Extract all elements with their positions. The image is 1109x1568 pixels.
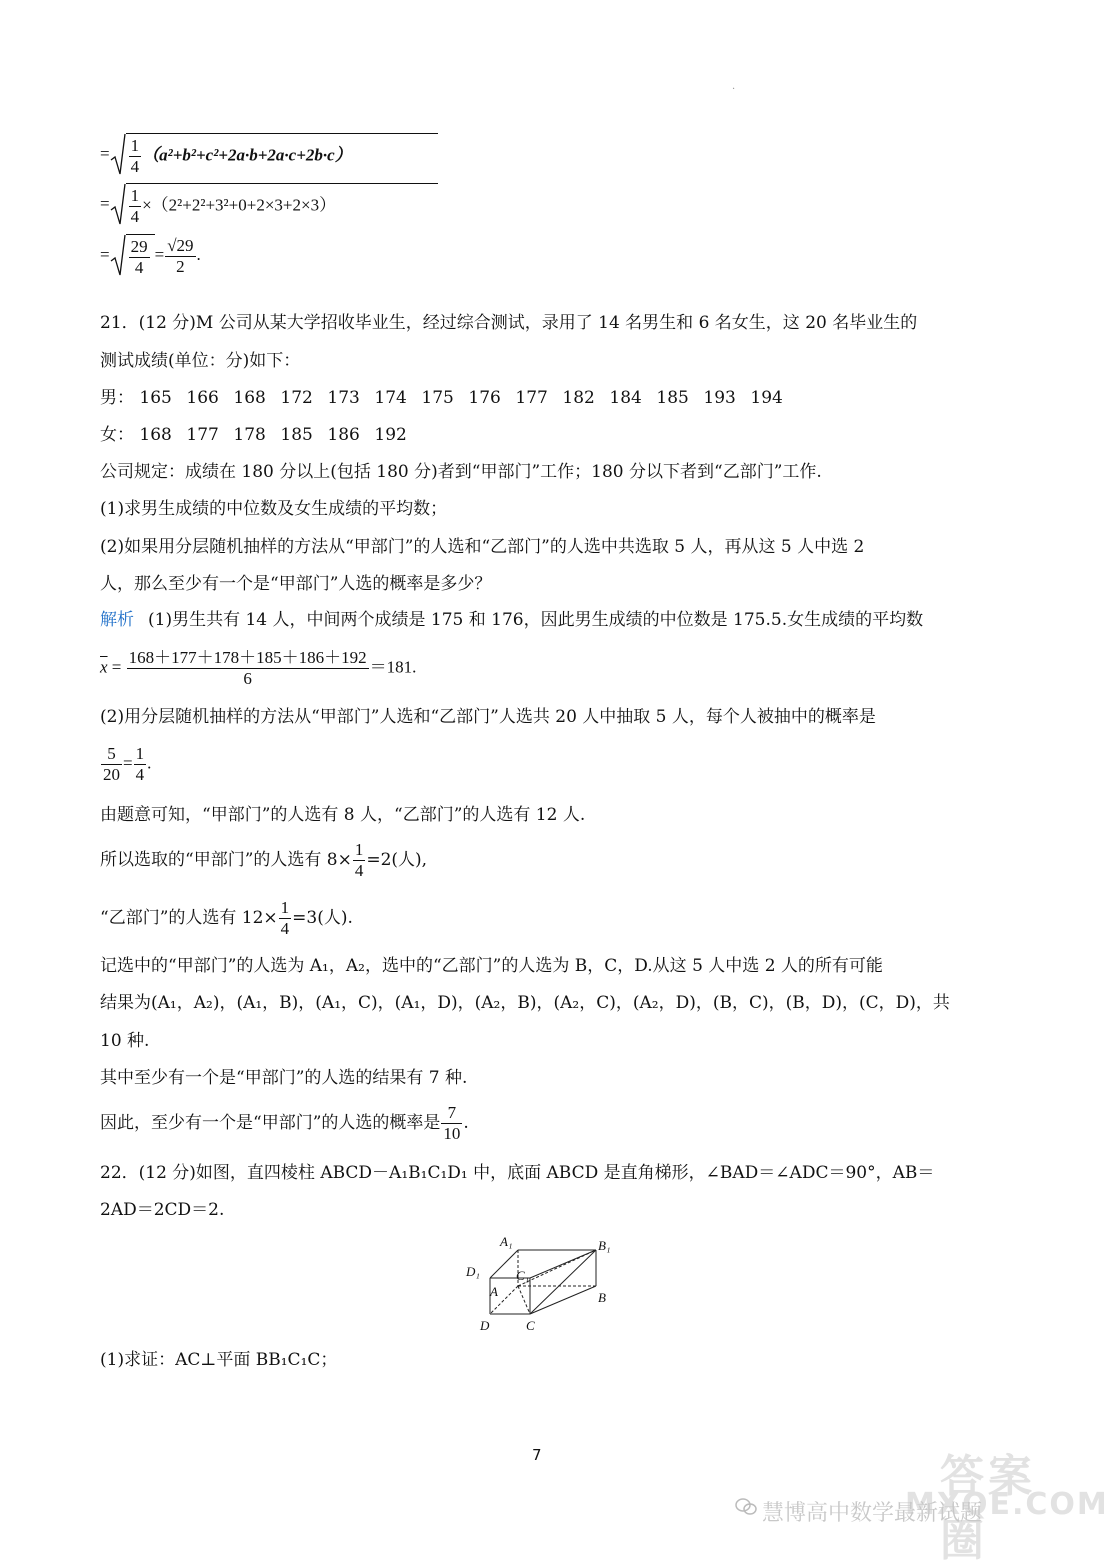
score: 173 xyxy=(327,388,360,408)
solution-line-4 xyxy=(100,840,427,881)
frac-num: 168＋177＋178＋185＋186＋192 xyxy=(128,648,367,667)
text: “乙部门”的人选有 12× xyxy=(100,908,278,928)
frac-num: 7 xyxy=(441,1103,462,1124)
frac-num: 1 xyxy=(130,186,140,205)
q21-part-2-line-2: 人，那么至少有一个是“甲部门”人选的概率是多少？ xyxy=(100,574,492,594)
equals-sign: = xyxy=(123,753,133,773)
frac-num: 1 xyxy=(280,898,290,917)
score: 184 xyxy=(609,388,642,408)
q21-line-2: 测试成绩(单位：分)如下： xyxy=(100,351,301,371)
period: . xyxy=(196,244,201,264)
frac-num: 1 xyxy=(130,136,140,155)
equals-sign: = xyxy=(100,143,110,163)
frac-den: 2 xyxy=(176,256,185,276)
diagonal-cb1 xyxy=(530,1250,596,1314)
q22-line-2: 2AD＝2CD＝2. xyxy=(100,1200,225,1220)
text: 因此，至少有一个是“甲部门”的人选的概率是 xyxy=(100,1113,441,1133)
frac-den: 10 xyxy=(443,1124,461,1143)
equals-sign: = xyxy=(100,244,110,264)
page-number: 7 xyxy=(532,1446,542,1464)
expression: （a²+b²+c²+2a·b+2a·c+2b·c） xyxy=(142,145,352,165)
frac-den: 4 xyxy=(134,258,144,277)
score: 192 xyxy=(374,425,407,445)
derivation-line-1 xyxy=(100,132,438,178)
score: 193 xyxy=(703,388,736,408)
score: 182 xyxy=(562,388,595,408)
score: 185 xyxy=(280,425,313,445)
radical-sign xyxy=(110,182,126,228)
frac-den: 4 xyxy=(130,157,140,176)
frac-den: 20 xyxy=(103,765,120,784)
q22-line-1: 22．(12 分)如图，直四棱柱 ABCD－A₁B₁C₁D₁ 中，底面 ABCD 是直角梯形，∠BAD＝∠ADC＝90°，AB＝ xyxy=(100,1163,935,1183)
q21-part-1: (1)求男生成绩的中位数及女生成绩的平均数； xyxy=(100,499,448,519)
frac-num: √29 xyxy=(167,235,194,255)
frac-num: 5 xyxy=(101,744,122,765)
score: 177 xyxy=(515,388,548,408)
text: =2(人), xyxy=(366,850,428,870)
watermark-text: 慧博高中数学最新试题 xyxy=(762,1501,983,1526)
label-d: D xyxy=(480,1318,490,1333)
female-label: 女： xyxy=(100,425,134,445)
solution-line-10 xyxy=(100,1103,469,1144)
top-dot: · xyxy=(732,84,736,95)
solution-line-5 xyxy=(100,898,353,939)
score: 194 xyxy=(750,388,783,408)
frac-den: 4 xyxy=(354,861,364,880)
radical-sign xyxy=(110,233,126,279)
frac-num: 1 xyxy=(354,840,364,859)
solution-label: 解析 xyxy=(100,610,134,630)
score: 176 xyxy=(468,388,501,408)
label-a1: A₁ xyxy=(500,1234,513,1249)
score: 186 xyxy=(327,425,360,445)
score: 172 xyxy=(280,388,313,408)
text: 所以选取的“甲部门”的人选有 8× xyxy=(100,850,352,870)
mean-result: ＝181. xyxy=(369,657,417,677)
q21-rule: 公司规定：成绩在 180 分以上(包括 180 分)者到“甲部门”工作；180 分以下者到“乙部门”工作. xyxy=(100,462,822,482)
solution-line-9: 其中至少有一个是“甲部门”的人选的结果有 7 种. xyxy=(100,1068,468,1088)
equals-sign: = xyxy=(100,193,110,213)
hidden-edge-ac xyxy=(518,1286,530,1314)
probability-equation xyxy=(100,744,151,785)
solution-line-8: 10 种. xyxy=(100,1031,150,1051)
q21-part-2-line-1: (2)如果用分层随机抽样的方法从“甲部门”的人选和“乙部门”的人选中共选取 5 人，再从这 5 人中选 2 xyxy=(100,537,865,557)
q22-part-1: (1)求证：AC⊥平面 BB₁C₁C； xyxy=(100,1350,338,1370)
edge-cb xyxy=(530,1286,596,1314)
equals-sign: = xyxy=(154,244,165,264)
mean-symbol: $\overline{x}$ xyxy=(100,657,108,677)
frac-den: 6 xyxy=(243,669,252,688)
mean-equation xyxy=(100,648,416,689)
score: 165 xyxy=(139,388,172,408)
solution-line-6: 记选中的“甲部门”的人选为 A₁，A₂，选中的“乙部门”的人选为 B，C，D.从这 5 人中选 2 人的所有可能 xyxy=(100,956,883,976)
expression: ×（2²+2²+3²+0+2×3+2×3） xyxy=(142,195,337,215)
solution-line-2: (2)用分层随机抽样的方法从“甲部门”人选和“乙部门”人选共 20 人中抽取 5 人，每个人被抽中的概率是 xyxy=(100,707,876,727)
frac-num: 29 xyxy=(130,237,148,256)
score: 175 xyxy=(421,388,454,408)
label-c1: C₁ xyxy=(516,1268,530,1283)
derivation-line-2 xyxy=(100,182,438,228)
score: 168 xyxy=(139,425,172,445)
wechat-icon xyxy=(735,1497,757,1517)
solution-line-7: 结果为(A₁，A₂)，(A₁，B)，(A₁，C)，(A₁，D)，(A₂，B)，(A₂，C)，(A₂，D)，(B，C)，(B，D)，(C，D)，共 xyxy=(100,993,950,1013)
label-a: A xyxy=(490,1284,498,1299)
label-c: C xyxy=(526,1318,535,1333)
frac-num: 1 xyxy=(135,744,145,763)
male-scores-row xyxy=(100,388,797,408)
text: =3(人). xyxy=(292,908,353,928)
score: 166 xyxy=(186,388,219,408)
female-scores-row xyxy=(100,425,421,445)
score: 178 xyxy=(233,425,266,445)
label-d1: D₁ xyxy=(466,1264,480,1279)
watermark-logo: 答案圈 xyxy=(940,1451,1036,1566)
watermark-site: MXQE.COM xyxy=(905,1487,1109,1522)
solution-line-3: 由题意可知，“甲部门”的人选有 8 人，“乙部门”的人选有 12 人. xyxy=(100,805,586,825)
prism-figure xyxy=(458,1232,628,1334)
score: 168 xyxy=(233,388,266,408)
derivation-line-3 xyxy=(100,233,201,279)
period: . xyxy=(147,753,152,773)
score: 174 xyxy=(374,388,407,408)
label-b: B xyxy=(598,1290,606,1305)
frac-den: 4 xyxy=(130,207,140,226)
equals-sign: = xyxy=(111,657,122,677)
male-label: 男： xyxy=(100,388,134,408)
score: 185 xyxy=(656,388,689,408)
radical-sign xyxy=(110,132,126,178)
solution-line-1 xyxy=(100,610,923,630)
score: 177 xyxy=(186,425,219,445)
frac-den: 4 xyxy=(280,919,290,938)
period: . xyxy=(463,1113,469,1133)
label-b1: B₁ xyxy=(598,1238,611,1253)
frac-den: 4 xyxy=(135,765,145,784)
q21-line-1: 21．(12 分)M 公司从某大学招收毕业生，经过综合测试，录用了 14 名男生和 6 名女生，这 20 名毕业生的 xyxy=(100,313,918,333)
solution-text: (1)男生共有 14 人，中间两个成绩是 175 和 176，因此男生成绩的中位数是 175.5.女生成绩的平均数 xyxy=(148,610,924,630)
edge-d1a1 xyxy=(490,1250,518,1278)
